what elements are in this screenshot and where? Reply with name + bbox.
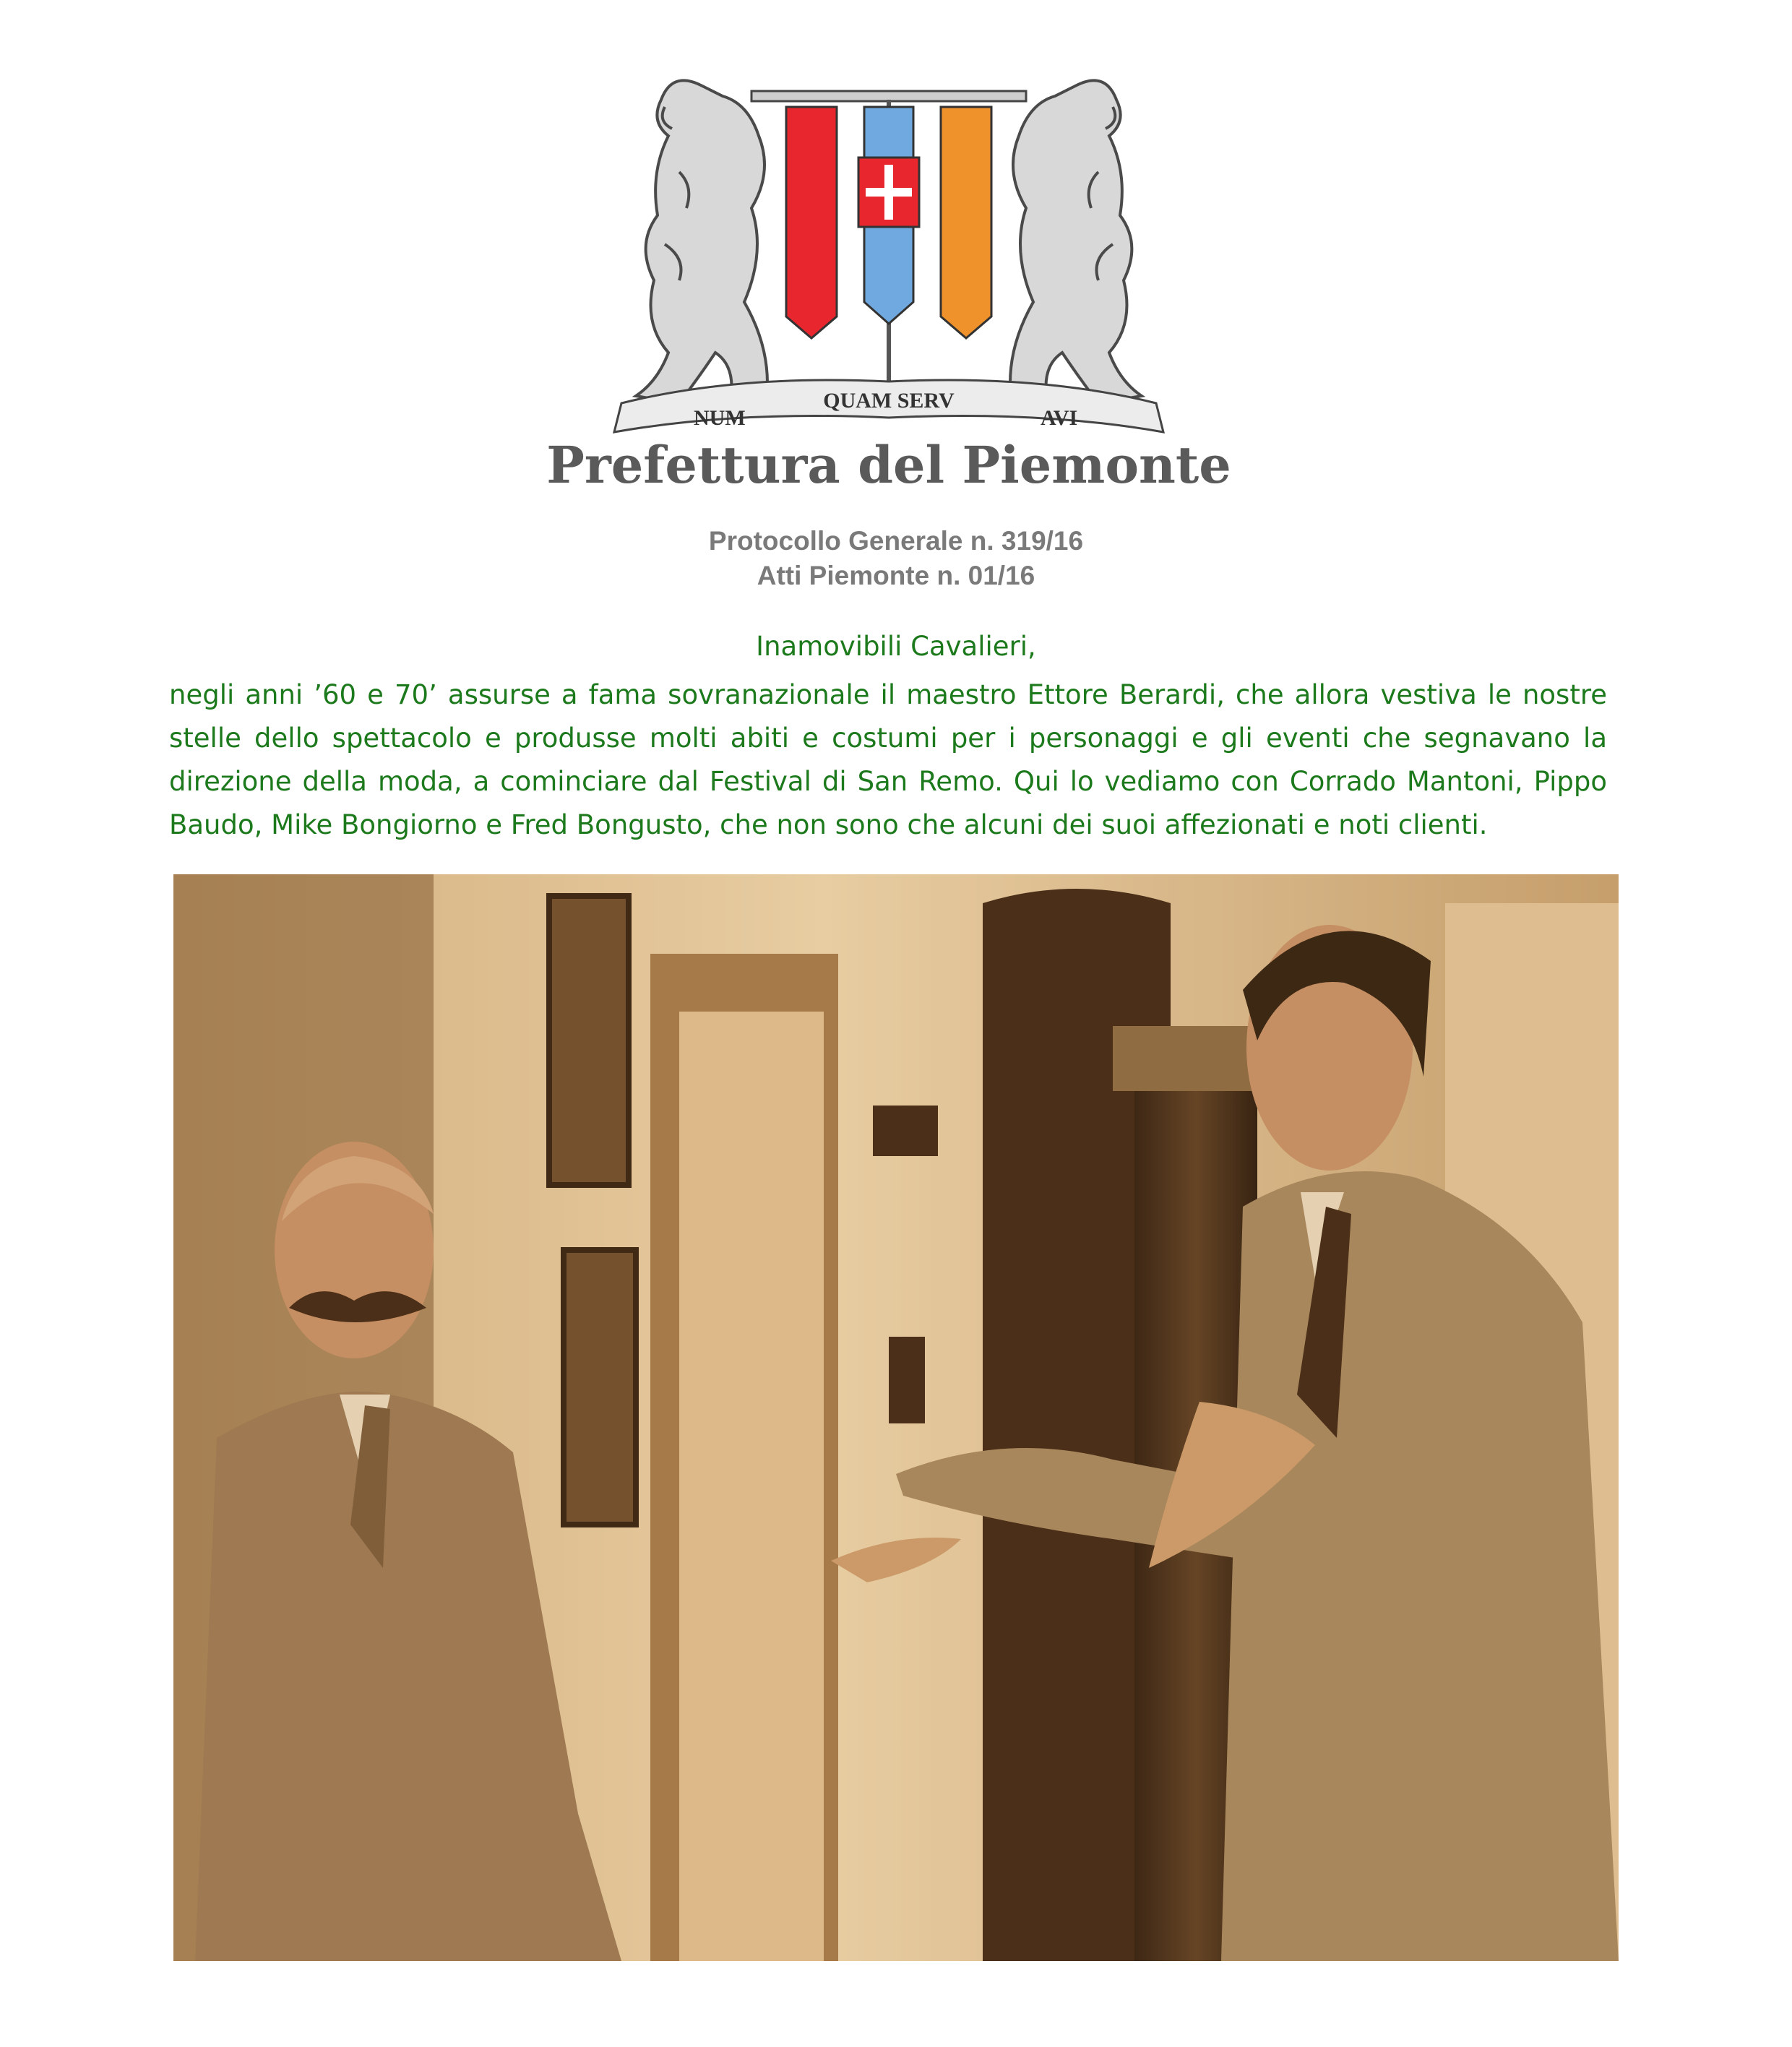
letter-body: negli anni ’60 e 70’ assurse a fama sovranazionale il maestro Ettore Berardi, che allora vestiva le nostre stelle dello spettacolo e produsse molti abiti e costumi per i personaggi e gli eventi che segnavano la direzione della moda, a cominciare dal Festival di San Remo. Qui lo vediamo con Corrado Mantoni, Pippo Baudo, Mike Bongiorno e Fred Bongusto, che non sono che alcuni dei suoi affezionati e noti clienti. — [169, 679, 1607, 840]
motto-right: AVI — [1041, 406, 1078, 430]
atti-piemonte-number: Atti Piemonte n. 01/16 — [757, 561, 1035, 590]
institution-name: Prefettura del Piemonte — [546, 435, 1231, 495]
motto-ribbon — [614, 380, 1163, 432]
letter-salutation: Inamovibili Cavalieri, — [756, 631, 1036, 662]
motto-left: NUM — [694, 406, 746, 430]
savoy-banner-icon — [786, 107, 991, 338]
motto-center: QUAM SERV — [823, 389, 955, 413]
prefettura-crest-logo — [546, 64, 1231, 497]
left-lion-icon — [636, 80, 767, 403]
vintage-sepia-photograph — [173, 874, 1619, 1961]
right-lion-icon — [1010, 80, 1142, 403]
protocol-general-number: Protocollo Generale n. 319/16 — [708, 526, 1084, 556]
